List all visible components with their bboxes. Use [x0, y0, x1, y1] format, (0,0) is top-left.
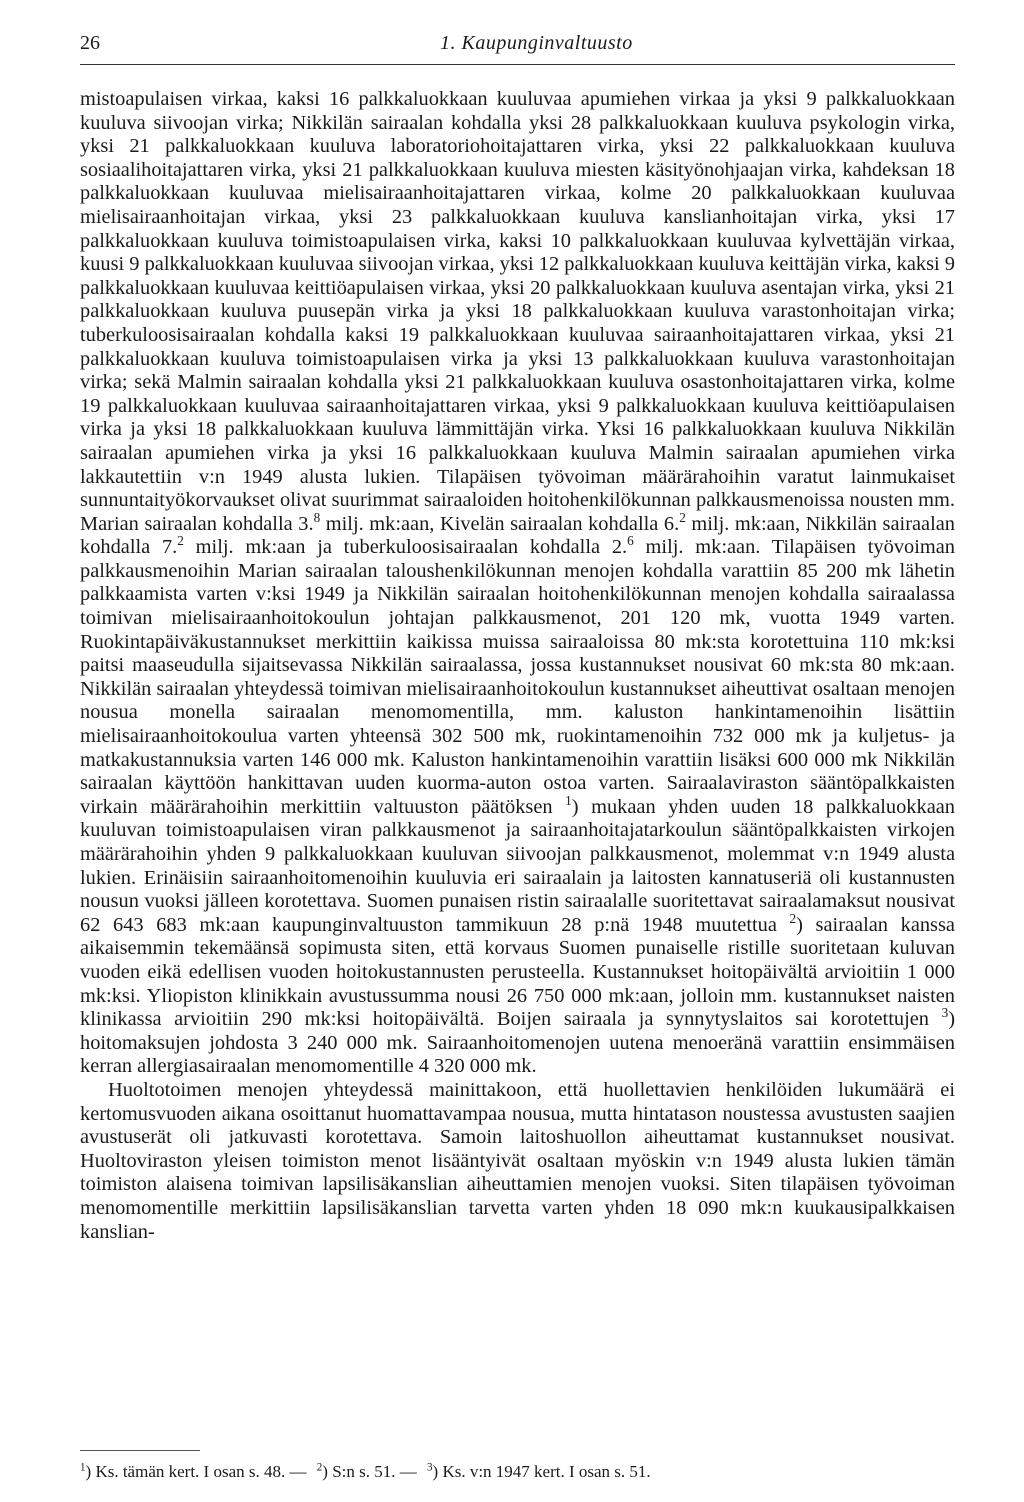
page-number: 26 [80, 32, 100, 54]
text-run: milj. mk:aan. Tilapäisen työvoiman palkkausmenoihin Marian sairaalan taloushenkilökunnan menojen kohdalla varattiin 85 200 mk lähetin palkkaamista varten v:ksi 1949 ja Nikkilän sairaalan hoitohenkilökunnan menojen kohdalla sairaalassa toimivan mielisairaanhoitokoulun johtajan palkkausmenot, 201 120 mk, vuotta 1949 varten. Ruokintapäiväkustannukset merkittiin kaikissa muissa sairaaloissa 80 mk:sta korotettuina 110 mk:ksi paitsi maaseudulla sijaitsevassa Nikkilän sairaalassa, jossa kustannukset nousivat 60 mk:sta 80 mk:aan. Nikkilän sairaalan yhteydessä toimivan mielisairaanhoitokoulun kustannukset aiheuttivat osaltaan menojen nousua monella sairaalan menomomentilla, mm. kaluston hankintamenoihin lisättiin mielisairaanhoitokoulua varten yhteensä 302 500 mk, ruokintamenoihin 732 000 mk ja kuljetus- ja matkakustannuksia varten 146 000 mk. Kaluston hankintamenoihin varattiin lisäksi 600 000 mk Nikkilän sairaalan käyttöön hankittavan uuden kuorma-auton ostoa varten. Sairaalaviraston sääntöpalkkaisten virkain määrärahoihin merkittiin valtuuston päätöksen [80, 536, 955, 818]
footnote-text: ) Ks. tämän kert. I osan s. 48. — [85, 1462, 307, 1481]
footnote-mark: 3 [427, 1461, 433, 1474]
text-run: milj. mk:aan ja tuberkuloosisairaalan kohdalla 2. [183, 536, 628, 559]
text-run: Huoltotoimen menojen yhteydessä mainittakoon, että huollettavien henkilöiden lukumäärä ei kertomusvuoden aikana osoittanut huomattavampaa nousua, mutta hintatason noustessa avustusten saajien avustuserät oli jatkuvasti korotettava. Samoin laitoshuollon aiheuttamat kustannukset nousivat. Huoltoviraston yleisen toimiston menot lisääntyivät osaltaan myöskin v:n 1949 alusta lukien tämän toimiston alaisena toimivan lapsilisäkanslian aiheuttamien menojen vuoksi. Siten tilapäisen työvoiman menomomentille merkittiin lapsilisäkanslian tarvetta varten yhden 18 090 mk:n kuukausipalkkaisen kanslian- [80, 1078, 955, 1243]
text-run: milj. mk:aan, Nikkilän sairaalan kohdalla 7. [80, 512, 955, 559]
text-run: ) mukaan yhden uuden 18 palkkaluokkaan kuuluvan toimistoapulaisen viran palkkausmenot ja sairaanhoitajatarkoulun sääntöpalkkaisten virkojen määrärahoihin yhden 9 palkkaluokkaan kuuluvan siivoojan palkkausmenot, molemmat v:n 1949 alusta lukien. Erinäisiin sairaanhoitomenoihin kuuluvia eri sairaalain ja laitosten kannatuseriä oli kustannusten nousun vuoksi jälleen korotettava. Suomen punaisen ristin sairaalalle suoritettavat sairaalamaksut nousivat 62 643 683 mk:aan kaupunginvaltuuston tammikuun 28 p:nä 1948 muutettua [80, 795, 955, 936]
footnote-text: ) S:n s. 51. — [322, 1462, 417, 1481]
footnote-ref-1[interactable]: 1 [565, 793, 572, 809]
body-text [80, 88, 955, 1244]
decimal-digit: 2 [679, 509, 686, 525]
footnote-ref-3[interactable]: 3 [941, 1005, 949, 1021]
footnote-3 [427, 1462, 651, 1481]
footnote-text: ) Ks. v:n 1947 kert. I osan s. 51. [432, 1462, 651, 1481]
decimal-digit: 8 [313, 509, 321, 525]
paragraph-1 [80, 88, 955, 1079]
decimal-digit: 6 [627, 533, 634, 549]
footnote-mark: 1 [80, 1461, 86, 1474]
paragraph-2 [80, 1079, 955, 1244]
text-run: ) sairaalan kanssa aikaisemmin tekemäänsä sopimusta siten, että korvaus Suomen punaiselle ristille suoritetaan kuluvan vuoden eikä edellisen vuoden hoitokustannusten perusteella. Kustannukset hoitopäivältä arvioitiin 1 000 mk:ksi. Yliopiston klinikkain avustussumma nousi 26 750 000 mk:aan, jolloin mm. kustannukset naisten klinikassa arvioitiin 290 mk:ksi hoitopäivältä. Boijen sairaala ja synnytyslaitos sai korotettujen [80, 913, 955, 1031]
footnote-1 [80, 1462, 307, 1481]
text-run: milj. mk:aan, Kivelän sairaalan kohdalla 6. [320, 512, 680, 535]
running-title: 1. Kaupunginvaltuusto [440, 32, 633, 54]
text-run: mistoapulaisen virkaa, kaksi 16 palkkaluokkaan kuuluvaa apumiehen virkaa ja yksi 9 palkkaluokkaan kuuluva siivoojan virka; Nikkilän sairaalan kohdalla yksi 28 palkkaluokkaan kuuluva psykologin virka, yksi 21 palkkaluokkaan kuuluva laboratoriohoitajattaren virka, yksi 22 palkkaluokkaan kuuluva sosiaalihoitajattaren virka, yksi 21 palkkaluokkaan kuuluva miesten käsityönohjaajan virka, kahdeksan 18 palkkaluokkaan kuuluvaa mielisairaanhoitajattaren virkaa, kolme 20 palkkaluokkaan kuuluvaa mielisairaanhoitajan virkaa, yksi 23 palkkaluokkaan kuuluva kanslianhoitajan virka, yksi 17 palkkaluokkaan kuuluva toimistoapulaisen virka, kaksi 10 palkkaluokkaan kuuluvaa kylvettäjän virkaa, kuusi 9 palkkaluokkaan kuuluvaa siivoojan virkaa, yksi 12 palkkaluokkaan kuuluva keittäjän virka, kaksi 9 palkkaluokkaan kuuluvaa keittiöapulaisen virkaa, yksi 20 palkkaluokkaan kuuluva asentajan virka, yksi 21 palkkaluokkaan kuuluva puusepän virka ja yksi 18 palkkaluokkaan kuuluva varastonhoitajan virka; tuberkuloosisairaalan kohdalla kaksi 19 palkkaluokkaan kuuluvaa sairaanhoitajattaren virkaa, yksi 21 palkkaluokkaan kuuluva toimistoapulaisen virka ja yksi 13 palkkaluokkaan kuuluva varastonhoitajan virka; sekä Malmin sairaalan kohdalla yksi 21 palkkaluokkaan kuuluva osastonhoitajattaren virka, kolme 19 palkkaluokkaan kuuluvaa sairaanhoitajattaren virkaa, yksi 9 palkkaluokkaan kuuluva keittiöapulaisen virka ja yksi 18 palkkaluokkaan kuuluva lämmittäjän virka. Yksi 16 palkkaluokkaan kuuluva Nikkilän sairaalan apumiehen virka ja yksi 16 palkkaluokkaan kuuluva Malmin sairaalan apumiehen virka lakkautettiin v:n 1949 alusta lukien. Tilapäisen työvoiman määrärahoihin varatut lainmukaiset sunnuntaityökorvaukset olivat suurimmat sairaaloiden hoitohenkilökunnan palkkausmenoissa nousten mm. Marian sairaalan kohdalla 3. [80, 88, 955, 535]
text-run: ) hoitomaksujen johdosta 3 240 000 mk. Sairaanhoitomenojen uutena menoeränä varattiin ensimmäisen kerran allergiasairaalan menomomentille 4 320 000 mk. [80, 1008, 955, 1078]
footnote-ref-2[interactable]: 2 [789, 910, 797, 926]
decimal-digit: 2 [177, 533, 184, 549]
running-header [80, 28, 955, 65]
footnotes [80, 1462, 955, 1482]
footnote-2 [317, 1462, 417, 1481]
footnote-mark: 2 [316, 1461, 323, 1474]
footnote-divider [80, 1450, 200, 1451]
